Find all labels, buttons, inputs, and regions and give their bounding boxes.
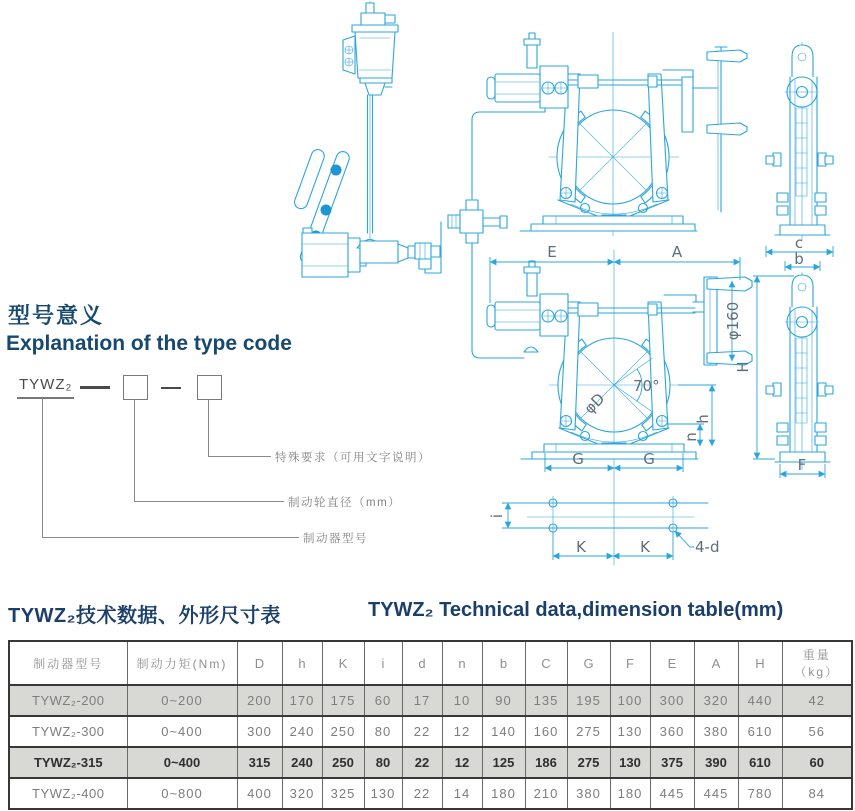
table-row xyxy=(9,747,852,778)
value-cell: 170 xyxy=(282,685,322,716)
value-cell: 380 xyxy=(694,716,738,747)
value-cell: 186 xyxy=(525,747,567,778)
value-cell: 320 xyxy=(694,685,738,716)
model-cell: TYWZ₂-315 xyxy=(9,747,127,778)
value-cell: 400 xyxy=(237,778,282,809)
code-dash-2 xyxy=(161,387,181,389)
value-cell: 250 xyxy=(322,747,364,778)
table-body xyxy=(9,685,852,809)
table-row xyxy=(9,685,852,716)
dim-label-phi160: φ160 xyxy=(724,301,742,341)
value-cell: 195 xyxy=(567,685,610,716)
column-header: h xyxy=(282,641,322,685)
column-header: 制动力矩(Nm) xyxy=(127,641,237,685)
dim-label-4d: 4-d xyxy=(695,538,720,556)
value-cell: 0~200 xyxy=(127,685,237,716)
value-cell: 125 xyxy=(482,747,525,778)
leader-line xyxy=(208,456,271,457)
column-header: d xyxy=(402,641,442,685)
value-cell: 80 xyxy=(364,716,402,747)
value-cell: 240 xyxy=(282,716,322,747)
value-cell: 315 xyxy=(237,747,282,778)
value-cell: 10 xyxy=(442,685,482,716)
model-cell: TYWZ₂-200 xyxy=(9,685,127,716)
value-cell: 780 xyxy=(738,778,782,809)
value-cell: 175 xyxy=(322,685,364,716)
column-header: 重量（kg） xyxy=(782,641,852,685)
value-cell: 17 xyxy=(402,685,442,716)
column-header: K xyxy=(322,641,364,685)
technical-data-table xyxy=(8,640,853,810)
dim-label-b: b xyxy=(794,250,804,268)
value-cell: 22 xyxy=(402,747,442,778)
dim-label-K-left: K xyxy=(576,538,586,556)
value-cell: 100 xyxy=(610,685,650,716)
leader-line xyxy=(134,501,284,502)
value-cell: 275 xyxy=(567,716,610,747)
mounting-plan-view xyxy=(488,496,719,560)
value-cell: 130 xyxy=(364,778,402,809)
column-header: A xyxy=(694,641,738,685)
leader-line xyxy=(134,399,135,501)
value-cell: 360 xyxy=(650,716,694,747)
value-cell: 22 xyxy=(402,716,442,747)
value-cell: 445 xyxy=(694,778,738,809)
value-cell: 130 xyxy=(610,747,650,778)
value-cell: 0~800 xyxy=(127,778,237,809)
model-cell: TYWZ₂-300 xyxy=(9,716,127,747)
dim-label-H: H xyxy=(734,361,752,373)
leader-line xyxy=(42,537,299,538)
column-header: D xyxy=(237,641,282,685)
value-cell: 80 xyxy=(364,747,402,778)
column-header: F xyxy=(610,641,650,685)
leader-line xyxy=(208,399,209,456)
column-header: n xyxy=(442,641,482,685)
column-header: E xyxy=(650,641,694,685)
value-cell: 0~400 xyxy=(127,747,237,778)
value-cell: 440 xyxy=(738,685,782,716)
dim-label-G-right: G xyxy=(643,450,655,468)
dim-label-i: i xyxy=(488,513,506,519)
value-cell: 240 xyxy=(282,747,322,778)
dim-label-K-right: K xyxy=(640,538,650,556)
dim-label-phiD: φD xyxy=(580,389,609,418)
value-cell: 610 xyxy=(738,716,782,747)
value-cell: 250 xyxy=(322,716,364,747)
dim-label-n: n xyxy=(682,432,700,442)
dim-label-G-left: G xyxy=(572,450,584,468)
column-header: 制动器型号 xyxy=(9,641,127,685)
value-cell: 140 xyxy=(482,716,525,747)
value-cell: 22 xyxy=(402,778,442,809)
value-cell: 300 xyxy=(237,716,282,747)
section-heading-zh: 型号意义 xyxy=(8,303,105,328)
value-cell: 300 xyxy=(650,685,694,716)
value-cell: 160 xyxy=(525,716,567,747)
dim-label-h: h xyxy=(694,414,712,424)
code-underline xyxy=(17,397,74,399)
value-cell: 0~400 xyxy=(127,716,237,747)
value-cell: 210 xyxy=(525,778,567,809)
column-header: C xyxy=(525,641,567,685)
value-cell: 60 xyxy=(782,747,852,778)
table-row xyxy=(9,716,852,747)
code-dash-1 xyxy=(80,386,110,389)
value-cell: 130 xyxy=(610,716,650,747)
value-cell: 42 xyxy=(782,685,852,716)
brake-front-view-top xyxy=(487,32,747,236)
dim-label-70deg: 70° xyxy=(633,377,660,395)
value-cell: 60 xyxy=(364,685,402,716)
leader-line xyxy=(42,398,43,537)
value-cell: 390 xyxy=(694,747,738,778)
section-heading-en: Explanation of the type code xyxy=(6,332,292,355)
value-cell: 610 xyxy=(738,747,782,778)
code-box-1 xyxy=(123,375,148,400)
table-header-row xyxy=(9,641,852,685)
dim-label-F: F xyxy=(797,456,807,474)
brake-side-view-top xyxy=(766,42,833,240)
model-cell: TYWZ₂-400 xyxy=(9,778,127,809)
column-header: H xyxy=(738,641,782,685)
value-cell: 90 xyxy=(482,685,525,716)
value-cell: 84 xyxy=(782,778,852,809)
column-header: i xyxy=(364,641,402,685)
table-row xyxy=(9,778,852,809)
code-box-2 xyxy=(197,375,222,400)
dim-label-c: c xyxy=(794,234,804,252)
column-header: G xyxy=(567,641,610,685)
brake-side-view-dimensioned xyxy=(766,234,833,478)
value-cell: 275 xyxy=(567,747,610,778)
value-cell: 12 xyxy=(442,716,482,747)
value-cell: 12 xyxy=(442,747,482,778)
table-title-zh: TYWZ₂技术数据、外形尺寸表 xyxy=(8,605,282,627)
value-cell: 56 xyxy=(782,716,852,747)
table-title-en: TYWZ₂ Technical data,dimension table(mm) xyxy=(368,599,784,621)
label-brake-model: 制动器型号 xyxy=(303,533,368,545)
value-cell: 135 xyxy=(525,685,567,716)
value-cell: 180 xyxy=(482,778,525,809)
value-cell: 180 xyxy=(610,778,650,809)
value-cell: 200 xyxy=(237,685,282,716)
type-code-text: TYWZ₂ xyxy=(19,376,73,393)
value-cell: 375 xyxy=(650,747,694,778)
label-wheel-diameter: 制动轮直径（mm） xyxy=(288,497,402,509)
dim-label-E: E xyxy=(547,243,557,261)
column-header: b xyxy=(482,641,525,685)
value-cell: 325 xyxy=(322,778,364,809)
value-cell: 320 xyxy=(282,778,322,809)
value-cell: 380 xyxy=(567,778,610,809)
value-cell: 14 xyxy=(442,778,482,809)
value-cell: 445 xyxy=(650,778,694,809)
dim-label-A: A xyxy=(671,243,683,261)
label-special-requirement: 特殊要求（可用文字说明） xyxy=(275,452,431,464)
